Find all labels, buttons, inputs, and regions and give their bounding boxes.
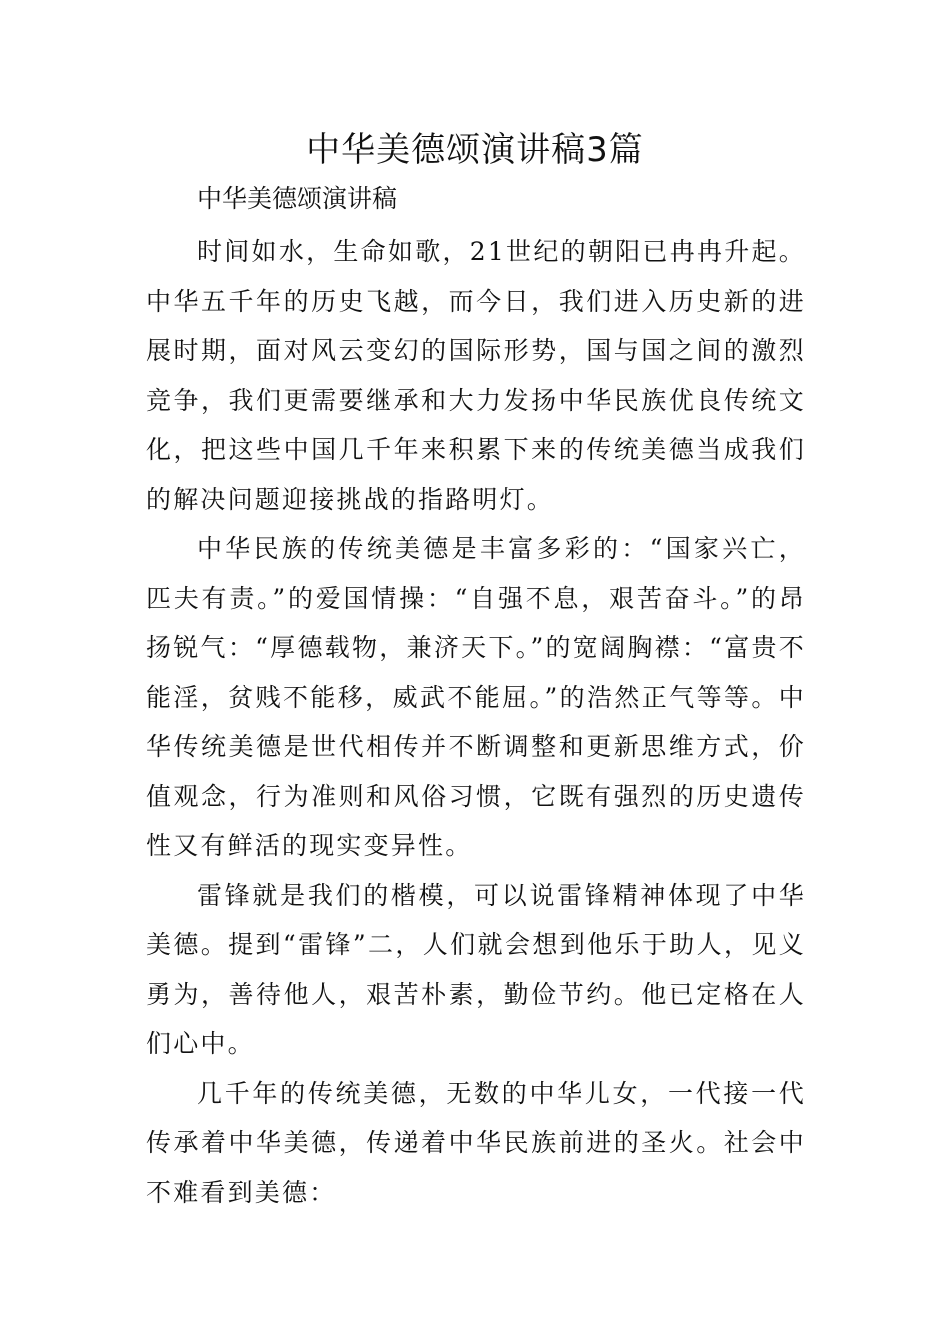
document-title: 中华美德颂演讲稿3篇 <box>306 130 644 170</box>
body-paragraph: 几千年的传统美德，无数的中华儿女，一代接一代传承着中华美德，传递着中华民族前进的圣火。社会中不难看到美德： <box>146 1078 806 1207</box>
document-subtitle: 中华美德颂演讲稿 <box>197 184 398 213</box>
document-body <box>146 227 806 1217</box>
body-paragraph: 中华民族的传统美德是丰富多彩的：“国家兴亡，匹夫有责。”的爱国情操：“自强不息，艰苦奋斗。”的昂扬锐气：“厚德载物，兼济天下。”的宽阔胸襟：“富贵不能淫，贫贱不能移，威武不能屈。”的浩然正气等等。中华传统美德是世代相传并不断调整和更新思维方式，价值观念，行为准则和风俗习惯，它既有强烈的历史遗传性又有鲜活的现实变异性。 <box>146 534 806 860</box>
body-paragraph: 时间如水，生命如歌，21世纪的朝阳已冉冉升起。中华五千年的历史飞越，而今日，我们进入历史新的进展时期，面对风云变幻的国际形势，国与国之间的激烈竞争，我们更需要继承和大力发扬中华民族优良传统文化，把这些中国几千年来积累下来的传统美德当成我们的解决问题迎接挑战的指路明灯。 <box>146 237 806 514</box>
body-paragraph: 雷锋就是我们的楷模，可以说雷锋精神体现了中华美德。提到“雷锋”二，人们就会想到他乐于助人，见义勇为，善待他人，艰苦朴素，勤俭节约。他已定格在人们心中。 <box>146 880 806 1058</box>
